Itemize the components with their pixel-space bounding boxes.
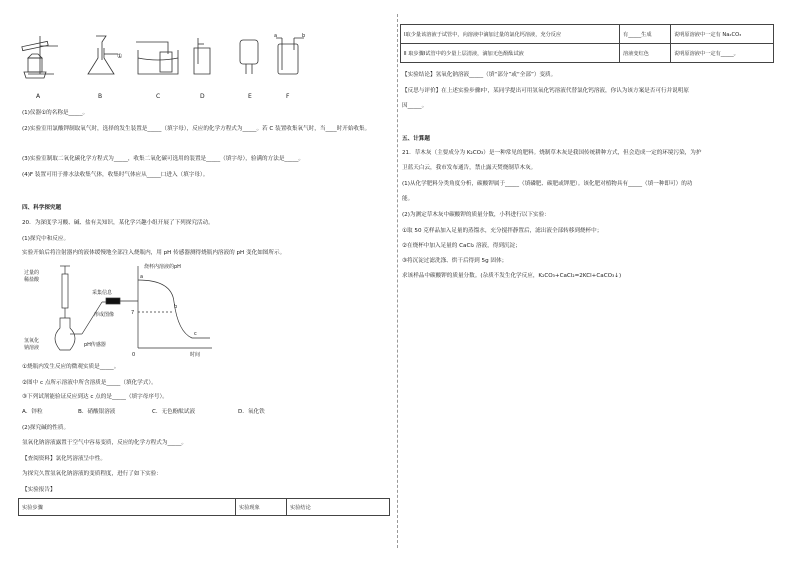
port-b: b — [302, 33, 306, 39]
q20-sub-2: ②图中 c 点所示溶液中所含溶质是_____（填化学式）。 — [22, 380, 157, 386]
conclusion-2: 说明原溶液中一定有_____。 — [671, 44, 774, 63]
q20-sub-3: ③下列试剂能验证反应到达 c 点的是_____（填字母序号）。 — [22, 394, 168, 400]
origin-label: 0 — [132, 352, 136, 358]
q-line-4: (4)F 装置可用于排水法收集气体，收集时气体应从_____口进入（填字母）。 — [22, 172, 209, 178]
phenomenon-1: 有_____生成 — [620, 25, 671, 44]
section-5-title: 五、计算题 — [402, 136, 430, 142]
naoh-label-2: 钠溶液 — [24, 345, 40, 351]
y-tick-7: 7 — [131, 310, 135, 316]
apparatus-e — [240, 40, 258, 74]
phenomenon-2: 溶液变红色 — [620, 44, 671, 63]
conclusion-1: 说明原溶液中一定有 Na₂CO₃ — [671, 25, 774, 44]
conclusion-line: 【实验结论】氢氧化钠溶液_____（填“部分”或“全部”）变质。 — [402, 72, 557, 78]
q20-tail-1: (2)探究碱的性质。 — [22, 425, 70, 431]
q21-line-5: (2)为测定草木灰中碳酸钾的质量分数，小科进行以下实验： — [402, 212, 550, 218]
q21-line-6: ①取 50 克样品加入足量的蒸馏水，充分搅拌静置后，滤出液全部转移到烧杯中； — [402, 228, 603, 234]
form-label: 形成图像 — [94, 312, 115, 318]
marker-1: ① — [117, 53, 123, 60]
label-c: C — [156, 93, 161, 100]
x-axis-label: 时间 — [190, 352, 201, 358]
header-phenomenon: 实验现象 — [236, 499, 287, 516]
q20-tail-2: 氢氧化钠溶液露置于空气中容易变质，反应的化学方程式为_____。 — [22, 440, 188, 446]
q21-line-7: ②在烧杯中加入足量的 CaCl₂ 溶液，得到沉淀； — [402, 243, 521, 249]
apparatus-b — [88, 36, 118, 74]
q21-line-2: 卫蓝天白云，我市发布通告，禁止露天焚烧制草木灰。 — [402, 165, 537, 171]
apparatus-f — [276, 38, 304, 74]
section-4-title: 四、科学探究题 — [22, 205, 62, 211]
reflection-line: 【反思与评价】在上述实验步骤Ⅰ中，某同学提出可用氢氧化钙溶液代替氯化钙溶液，你认为该方案是否可行并说明原 — [402, 88, 689, 94]
q-line-3: (3)实验室制取二氧化碳化学方程式为_____，收集二氧化碳可选用的装置是_____（填字母），验满的方法是_____。 — [22, 156, 305, 162]
q21-line-4: 能。 — [402, 196, 414, 202]
q21-line-1: 21．草木灰（主要成分为 K₂CO₃）是一种常见的肥料。烧制草木灰是我国传统耕种方式，但会造成一定的环境污染，为护 — [402, 150, 702, 156]
apparatus-c — [136, 42, 178, 74]
option-a: A．锌粒 — [22, 409, 43, 415]
option-d: D．氧化铁 — [238, 409, 265, 415]
q20-tail-5: 【实验报告】 — [22, 487, 56, 493]
reflection-line-2: 因_____。 — [402, 103, 428, 109]
point-c: c — [194, 331, 197, 337]
table-row — [401, 44, 774, 63]
reagent-label: 过量的 — [24, 270, 40, 276]
option-c: C．无色酚酞试液 — [152, 409, 196, 415]
header-conclusion: 实验结论 — [287, 499, 390, 516]
collect-label: 采集信息 — [92, 290, 113, 296]
q-line-2: (2)实验室用氯酸钾制取氧气时，选择的发生装置是_____（填字母），反应的化学方程式为_____。若 C 装置收集氧气时，当____时开始收集。 — [22, 126, 371, 132]
q20-line-1: 20．为深度学习酸、碱、盐有关知识，某化学兴趣小组开展了下列探究活动。 — [22, 220, 214, 226]
report-table — [400, 24, 774, 63]
port-a: a — [274, 33, 278, 39]
label-e: E — [248, 93, 252, 100]
q21-line-9: 求该样品中碳酸钾的质量分数。(杂质不发生化学反应，K₂CO₃+CaCl₂=2KCl+CaCO₃↓) — [402, 273, 622, 279]
label-d: D — [200, 93, 205, 100]
apparatus-d — [194, 38, 210, 74]
label-b: B — [98, 93, 103, 100]
apparatus-figure — [18, 34, 318, 104]
q20-tail-3: 【查阅资料】氯化钙溶液呈中性。 — [22, 456, 106, 462]
label-a: A — [36, 93, 41, 100]
report-table-header — [18, 498, 390, 516]
q20-tail-4: 为探究久置氢氧化钠溶液的变质程度，进行了如下实验： — [22, 471, 162, 477]
q-line-1: (1)仪器①的名称是_____。 — [22, 110, 89, 116]
graph-title: 烧杯内溶液的pH — [144, 264, 181, 270]
reagent-label-2: 稀盐酸 — [24, 277, 40, 283]
point-a: a — [140, 274, 144, 280]
q20-line-2: (1)探究中和反应。 — [22, 236, 70, 242]
q21-line-8: ③将沉淀过滤洗涤、烘干后得到 5g 固体； — [402, 258, 508, 264]
q20-line-3: 实验开始后将注射器内的液体缓慢地全部注入烧瓶内，用 pH 传感器测得烧瓶内溶液的 pH 变化如图所示。 — [22, 250, 286, 256]
step-2: Ⅱ 取步骤Ⅰ试管中的少量上层清液，滴加无色酚酞试液 — [401, 44, 620, 63]
naoh-label: 氢氧化 — [24, 338, 40, 344]
column-divider — [397, 14, 398, 548]
option-b: B．硝酸银溶液 — [78, 409, 116, 415]
apparatus-a — [22, 36, 58, 78]
table-row — [401, 25, 774, 44]
q20-sub-1: ①烧瓶内发生反应的微观实质是_____。 — [22, 364, 120, 370]
step-1: Ⅰ取少量该溶液于试管中，向溶液中滴加过量的氯化钙溶液，充分反应 — [401, 25, 620, 44]
label-f: F — [286, 93, 290, 100]
point-b: b — [174, 304, 178, 310]
q21-line-3: (1)从化学肥料分类角度分析，碳酸钾属于_____（填磷肥、碳肥或钾肥）。该化肥对植物具有_____（填一种即可）的功 — [402, 181, 693, 187]
experiment-figure — [22, 262, 222, 362]
header-step: 实验步骤 — [19, 499, 236, 516]
sensor-label: pH传感器 — [84, 342, 106, 348]
